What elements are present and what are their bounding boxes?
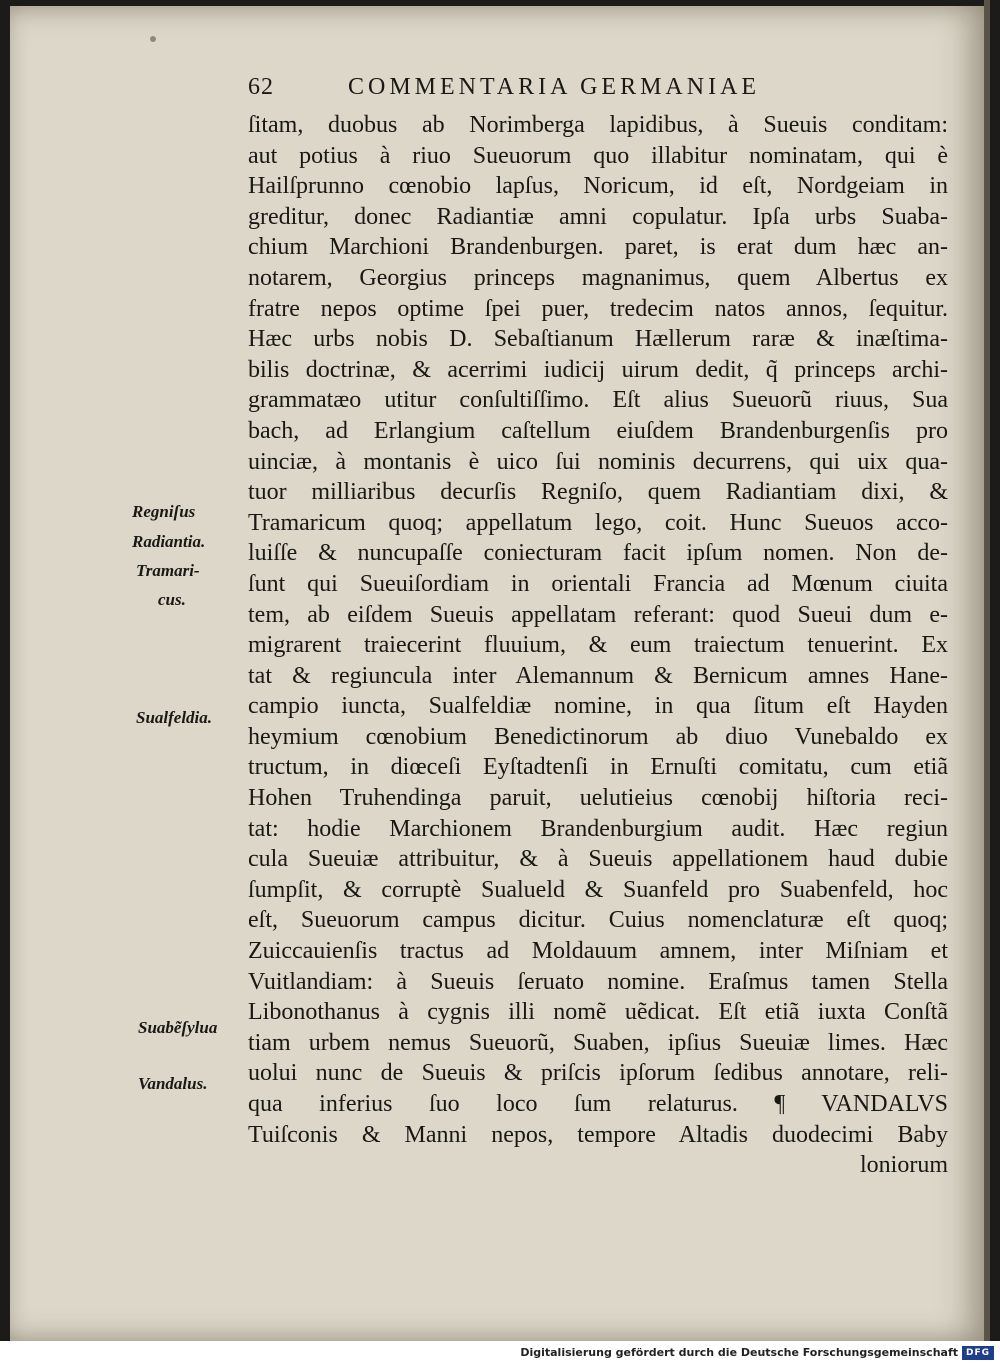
text-line: grammatæo utitur conſultiſſimo. Eſt alius Sueuorũ riuus, Sua	[248, 387, 948, 414]
text-line: ſumpſit, & corruptè Sualueld & Suanfeld pro Suabenfeld, hoc	[248, 876, 948, 903]
text-line: Zuiccauienſis tractus ad Moldauum amnem, inter Miſniam et	[248, 938, 948, 965]
page-header	[248, 74, 848, 110]
margin-note-tramari: Tramari-	[136, 561, 200, 580]
text-line: notarem, Georgius princeps magnanimus, quem Albertus ex	[248, 264, 948, 291]
text-line: tiam urbem nemus Sueuorũ, Suaben, ipſius Sueuiæ limes. Hæc	[248, 1029, 948, 1056]
book-page	[10, 6, 985, 1341]
text-line: aut potius à riuo Sueuorum quo illabitur nominatam, qui è	[248, 142, 948, 169]
footer-credit: Digitalisierung gefördert durch die Deutsche Forschungsgemeinschaft	[520, 1346, 958, 1359]
text-line: tat: hodie Marchionem Brandenburgium audit. Hæc regiun	[248, 815, 948, 842]
text-line: ſunt qui Sueuiſordiam in orientali Francia ad Mœnum ciuita	[248, 570, 948, 597]
text-line: migrarent traiecerint fluuium, & eum traiectum tenuerint. Ex	[248, 632, 948, 659]
margin-note-cus: cus.	[158, 590, 186, 609]
text-line: ſitam, duobus ab Norimberga lapidibus, à Sueuis conditam:	[248, 112, 948, 138]
text-line: tat & regiuncula inter Alemannum & Bernicum amnes Hane-	[248, 662, 948, 689]
text-line: luiſſe & nuncupaſſe coniecturam facit ipſum nomen. Non de-	[248, 540, 948, 567]
text-line: bilis doctrinæ, & acerrimi iudicij uirum dedit, q̃ princeps archi-	[248, 356, 948, 383]
text-line: qua inferius ſuo loco ſum relaturus. ¶ VANDALVS	[248, 1091, 948, 1117]
text-line: chium Marchioni Brandenburgen. paret, is erat dum hæc an-	[248, 234, 948, 261]
text-line: Hæc urbs nobis D. Sebaſtianum Hællerum raræ & inæſtima-	[248, 326, 948, 353]
main-text-block	[248, 110, 948, 1181]
text-line: Vuitlandiam: à Sueuis ſeruato nomine. Eraſmus tamen Stella	[248, 968, 948, 995]
text-line: uolui nunc de Sueuis & priſcis ipſorum ſedibus annotare, reli-	[248, 1060, 948, 1087]
page-speck	[150, 36, 156, 42]
text-line: tuor milliaribus decurſis Regniſo, quem Radiantiam dixi, &	[248, 479, 948, 506]
margin-note-sualfeldia: Sualfeldia.	[136, 708, 213, 727]
margin-note-suabesylua: Suabẽſylua	[138, 1018, 218, 1037]
text-line: uinciæ, à montanis è uico ſui nominis decurrens, qui uix qua-	[248, 448, 948, 475]
text-line: Hailſprunno cœnobio lapſus, Noricum, id eſt, Nordgeiam in	[248, 173, 948, 200]
text-line: tructum, in diœceſi Eyſtadtenſi in Ernuſti comitatu, cum etiã	[248, 754, 948, 781]
text-line: Libonothanus à cygnis illi nomẽ uẽdicat. Eſt etiã iuxta Conſtã	[248, 999, 948, 1026]
text-line: Hohen Truhendinga paruit, uelutieius cœnobij hiſtoria reci-	[248, 785, 948, 812]
dfg-logo-icon: DFG	[962, 1346, 994, 1360]
margin-note-vandalus: Vandalus.	[138, 1074, 208, 1093]
text-line: bach, ad Erlangium caſtellum eiuſdem Brandenburgenſis pro	[248, 417, 948, 444]
text-line: Tramaricum quoq; appellatum lego, coit. Hunc Sueuos acco-	[248, 509, 948, 536]
text-line: fratre nepos optime ſpei puer, tredecim natos annos, ſequitur.	[248, 295, 948, 322]
text-line: heymium cœnobium Benedictinorum ab diuo Vunebaldo ex	[248, 723, 948, 750]
text-line: cula Sueuiæ attribuitur, & à Sueuis appellationem haud dubie	[248, 846, 948, 873]
margin-note-radiantia: Radiantia.	[132, 532, 206, 551]
text-line: eſt, Sueuorum campus dicitur. Cuius nomenclaturæ eſt quoq;	[248, 907, 948, 934]
text-line: campio iuncta, Sualfeldiæ nomine, in qua ſitum eſt Hayden	[248, 693, 948, 720]
text-line: tem, ab eiſdem Sueuis appellatam referant: quod Sueui dum e-	[248, 601, 948, 628]
margin-note-regnisus: Regniſus	[132, 502, 196, 521]
running-head: COMMENTARIA GERMANIAE	[348, 74, 761, 100]
text-line: Tuiſconis & Manni nepos, tempore Altadis duodecimi Baby	[248, 1121, 948, 1148]
footer-bar	[0, 1341, 1000, 1365]
text-line: greditur, donec Radiantiæ amni copulatur. Ipſa urbs Suaba-	[248, 203, 948, 230]
catchword: loniorum	[860, 1152, 948, 1179]
page-number: 62	[248, 74, 274, 100]
page-edge-shadow	[984, 0, 990, 1341]
